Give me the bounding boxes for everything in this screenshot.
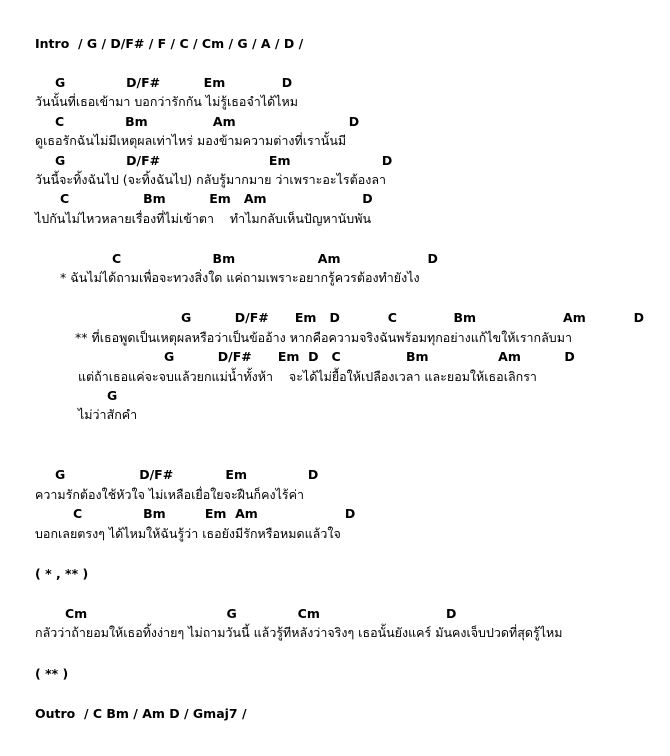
verse1-chords-4: C Bm Em Am D [60,191,373,206]
chorus2-lyric-1: ** ที่เธอพูดเป็นเหตุผลหรือว่าเป็นข้ออ้าง หากคือความจริงฉันพร้อมทุกอย่างแก้ไขให้เรากลับมา [75,330,572,345]
verse1-chords-3: G D/F# Em D [55,153,393,168]
verse1-lyric-3: วันนี้จะทิ้งฉันไป (จะทิ้งฉันไป) กลับรู้มากมาย ว่าเพราะอะไรต้องลา [35,172,387,187]
repeat-marker-1: ( * , ** ) [35,566,89,581]
chorus2-chords-3: G [107,388,118,403]
verse1-chords-1: G D/F# Em D [55,75,293,90]
verse1-lyric-4: ไปกันไม่ไหวหลายเรื่องที่ไม่เข้าตา ทำไมกลับเห็นปัญหานับพัน [35,211,371,226]
chorus2-lyric-3: ไม่ว่าสักคำ [78,407,138,422]
chorus1-chords: C Bm Am D [112,251,438,266]
outro-line: Outro / C Bm / Am D / Gmaj7 / [35,706,247,721]
chorus2-lyric-2: แต่ถ้าเธอแค่จะจบแล้วยกแม่น้ำทั้งห้า จะได้ไม่ยื้อให้เปลืองเวลา และยอมให้เธอเลิกรา [78,369,537,384]
verse1-lyric-1: วันนั้นที่เธอเข้ามา บอกว่ารักกัน ไม่รู้เธอจำได้ไหม [35,94,298,109]
verse1-chords-2: C Bm Am D [55,114,360,129]
verse2-chords-1: G D/F# Em D [55,467,319,482]
bridge-lyric: กลัวว่าถ้ายอมให้เธอทิ้งง่ายๆ ไม่ถามวันนี้ แล้วรู้ทีหลังว่าจริงๆ เธอนั้นยังแคร์ มันคงเจ็บปวดที่สุดรู้ไหม [35,625,563,640]
intro-line: Intro / G / D/F# / F / C / Cm / G / A / D / [35,36,304,51]
chorus2-chords-2: G D/F# Em D C Bm Am D [164,349,575,364]
chorus1-lyric: * ฉันไม่ได้ถามเพื่อจะทวงสิ่งใด แค่ถามเพราะอยากรู้ควรต้องทำยังไง [60,270,420,285]
repeat-marker-2: ( ** ) [35,666,69,681]
verse2-lyric-2: บอกเลยตรงๆ ได้ไหมให้ฉันรู้ว่า เธอยังมีรักหรือหมดแล้วใจ [35,526,341,541]
verse2-lyric-1: ความรักต้องใช้หัวใจ ไม่เหลือเยื่อใยจะฝืนก็คงไร้ค่า [35,487,304,502]
bridge-chords: Cm G Cm D [65,606,457,621]
verse1-lyric-2: ดูเธอรักฉันไม่มีเหตุผลเท่าไหร่ มองข้ามความต่างที่เรานั้นมี [35,133,347,148]
chorus2-chords-1: G D/F# Em D C Bm Am D [181,310,644,325]
verse2-chords-2: C Bm Em Am D [73,506,356,521]
